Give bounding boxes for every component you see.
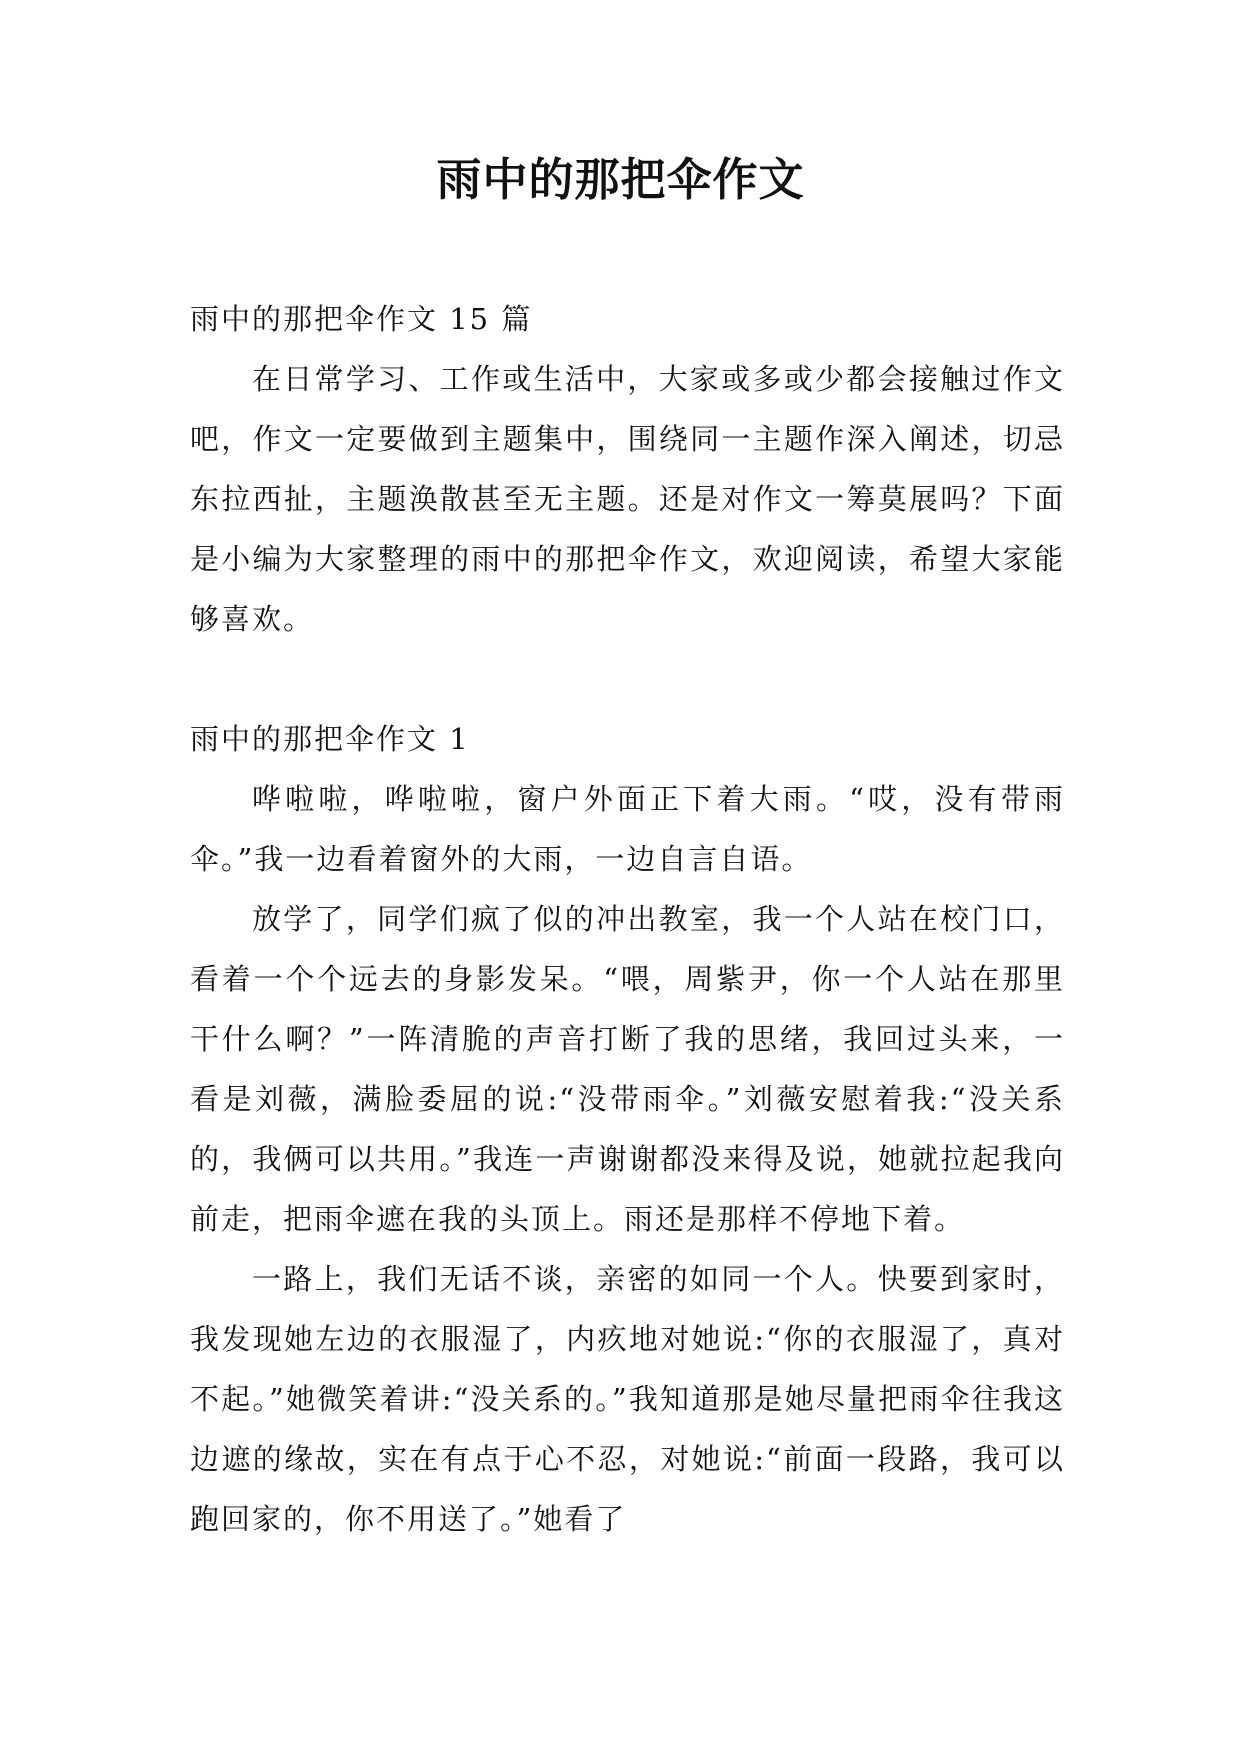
body-paragraph: 哗啦啦，哗啦啦，窗户外面正下着大雨。“哎，没有带雨伞。”我一边看着窗外的大雨，一边自言自语。	[190, 782, 1065, 876]
section-heading: 雨中的那把伞作文 1	[190, 722, 470, 756]
document-title: 雨中的那把伞作文	[436, 153, 805, 206]
intro-paragraph: 在日常学习、工作或生活中，大家或多或少都会接触过作文吧，作文一定要做到主题集中，围绕同一主题作深入阐述，切忌东拉西扯，主题涣散甚至无主题。还是对作文一筹莫展吗？下面是小编为大家整理的雨中的那把伞作文，欢迎阅读，希望大家能够喜欢。	[190, 362, 1065, 636]
body-paragraph: 一路上，我们无话不谈，亲密的如同一个人。快要到家时，我发现她左边的衣服湿了，内疚地对她说:“你的衣服湿了，真对不起。”她微笑着讲:“没关系的。”我知道那是她尽量把雨伞往我这边遮的缘故，实在有点于心不忍，对她说:“前面一段路，我可以跑回家的，你不用送了。”她看了	[190, 1262, 1065, 1536]
body-paragraph: 放学了，同学们疯了似的冲出教室，我一个人站在校门口，看着一个个远去的身影发呆。“喂，周紫尹，你一个人站在那里干什么啊？”一阵清脆的声音打断了我的思绪，我回过头来，一看是刘薇，满脸委屈的说:“没带雨伞。”刘薇安慰着我:“没关系的，我俩可以共用。”我连一声谢谢都没来得及说，她就拉起我向前走，把雨伞遮在我的头顶上。雨还是那样不停地下着。	[190, 902, 1065, 1236]
document-subtitle: 雨中的那把伞作文 15 篇	[190, 302, 533, 336]
document-body	[190, 289, 1065, 1549]
